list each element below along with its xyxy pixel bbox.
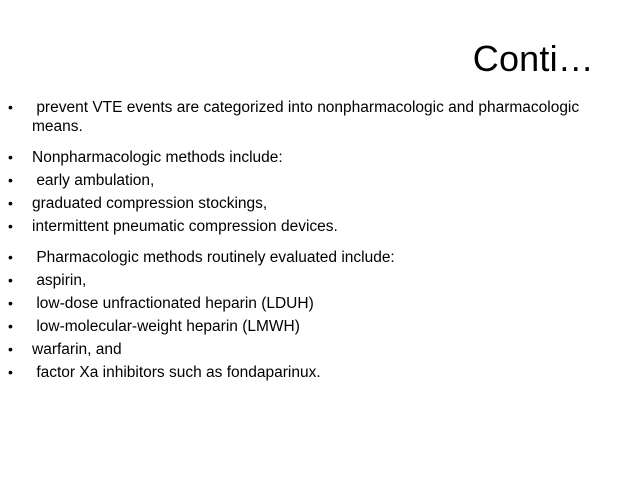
bullet-text: prevent VTE events are categorized into nonpharmacologic and pharmacologic means. — [32, 99, 584, 135]
bullet-item — [8, 148, 608, 167]
bullet-icon: • — [8, 172, 13, 188]
bullet-icon: • — [8, 295, 13, 311]
bullet-icon: • — [8, 99, 13, 115]
bullet-text: low-molecular-weight heparin (LMWH) — [32, 318, 300, 335]
bullet-text: aspirin, — [32, 272, 87, 289]
bullet-item — [8, 171, 608, 190]
bullet-text: factor Xa inhibitors such as fondaparinux. — [32, 364, 321, 381]
bullet-text: graduated compression stockings, — [32, 195, 268, 212]
bullet-item — [8, 363, 608, 382]
bullet-text: Pharmacologic methods routinely evaluated include: — [32, 249, 395, 266]
bullet-item — [8, 248, 608, 267]
bullet-icon: • — [8, 318, 13, 334]
bullet-item — [8, 294, 608, 313]
bullet-item — [8, 340, 608, 359]
bullet-text: early ambulation, — [32, 172, 155, 189]
bullet-icon: • — [8, 272, 13, 288]
bullet-icon: • — [8, 149, 13, 165]
bullet-item — [8, 271, 608, 290]
bullet-icon: • — [8, 249, 13, 265]
bullet-icon: • — [8, 195, 13, 211]
bullet-text: low-dose unfractionated heparin (LDUH) — [32, 295, 314, 312]
bullet-item — [8, 317, 608, 336]
slide-title: Conti… — [472, 38, 594, 79]
bullet-text: Nonpharmacologic methods include: — [32, 149, 283, 166]
bullet-text: intermittent pneumatic compression devices. — [32, 218, 338, 235]
bullet-icon: • — [8, 341, 13, 357]
bullet-item — [8, 194, 608, 213]
bullet-item — [8, 98, 608, 136]
bullet-text: warfarin, and — [32, 341, 122, 358]
bullet-list — [8, 98, 608, 386]
bullet-item — [8, 217, 608, 236]
bullet-icon: • — [8, 364, 13, 380]
bullet-icon: • — [8, 218, 13, 234]
